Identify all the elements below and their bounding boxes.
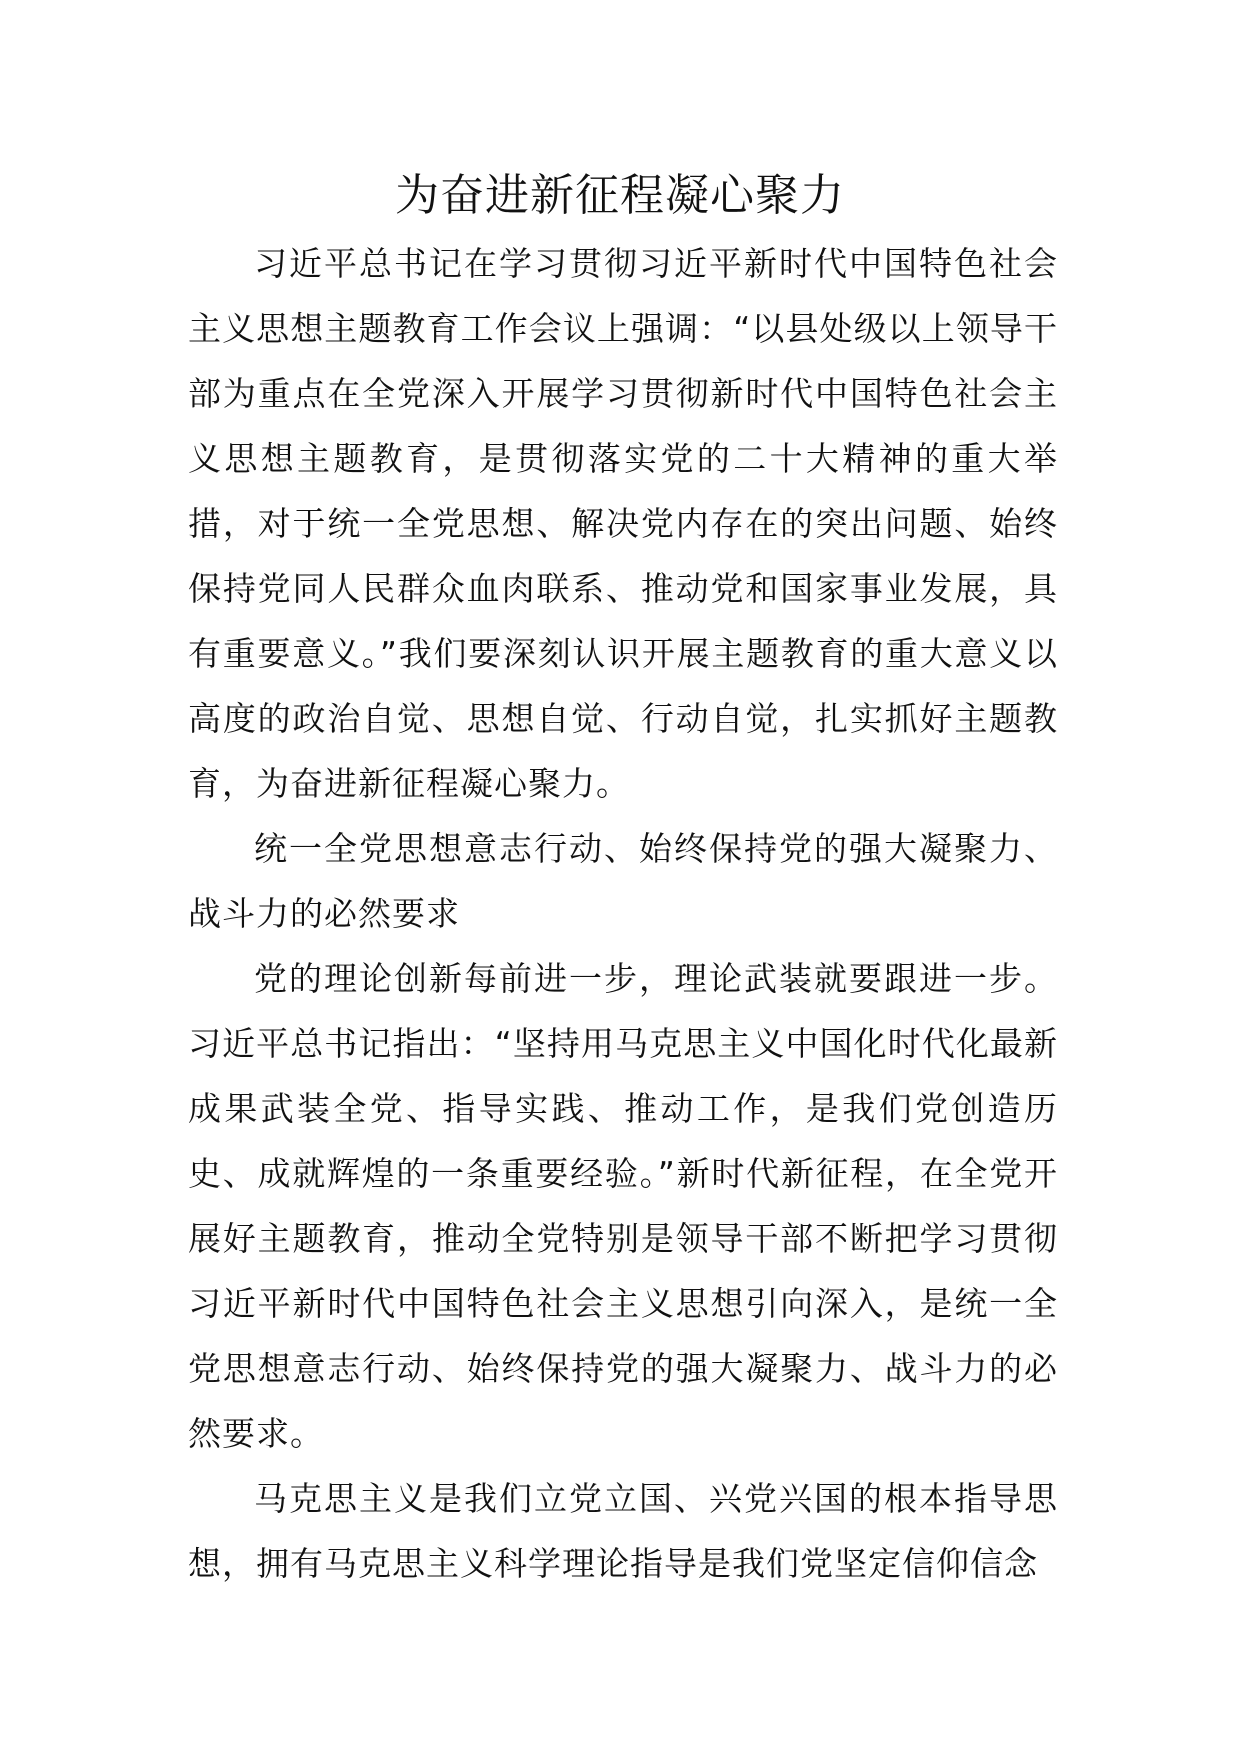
document-body: [188, 231, 1058, 1596]
document-title: 为奋进新征程凝心聚力: [395, 170, 845, 221]
paragraph-marxism: 马克思主义是我们立党立国、兴党兴国的根本指导思想，拥有马克思主义科学理论指导是我们党坚定信仰信念: [188, 1479, 1058, 1583]
paragraph-intro: 习近平总书记在学习贯彻习近平新时代中国特色社会主义思想主题教育工作会议上强调：“以县处级以上领导干部为重点在全党深入开展学习贯彻新时代中国特色社会主义思想主题教育，是贯彻落实党的二十大精神的重大举措，对于统一全党思想、解决党内存在的突出问题、始终保持党同人民群众血肉联系、推动党和国家事业发展，具有重要意义。”我们要深刻认识开展主题教育的重大意义以高度的政治自觉、思想自觉、行动自觉，扎实抓好主题教育，为奋进新征程凝心聚力。: [188, 244, 1058, 803]
paragraph-section-heading: 统一全党思想意志行动、始终保持党的强大凝聚力、战斗力的必然要求: [188, 829, 1058, 933]
paragraph-theory-innovation: 党的理论创新每前进一步，理论武装就要跟进一步。习近平总书记指出：“坚持用马克思主义中国化时代化最新成果武装全党、指导实践、推动工作，是我们党创造历史、成就辉煌的一条重要经验。”新时代新征程，在全党开展好主题教育，推动全党特别是领导干部不断把学习贯彻习近平新时代中国特色社会主义思想引向深入，是统一全党思想意志行动、始终保持党的强大凝聚力、战斗力的必然要求。: [188, 959, 1058, 1453]
